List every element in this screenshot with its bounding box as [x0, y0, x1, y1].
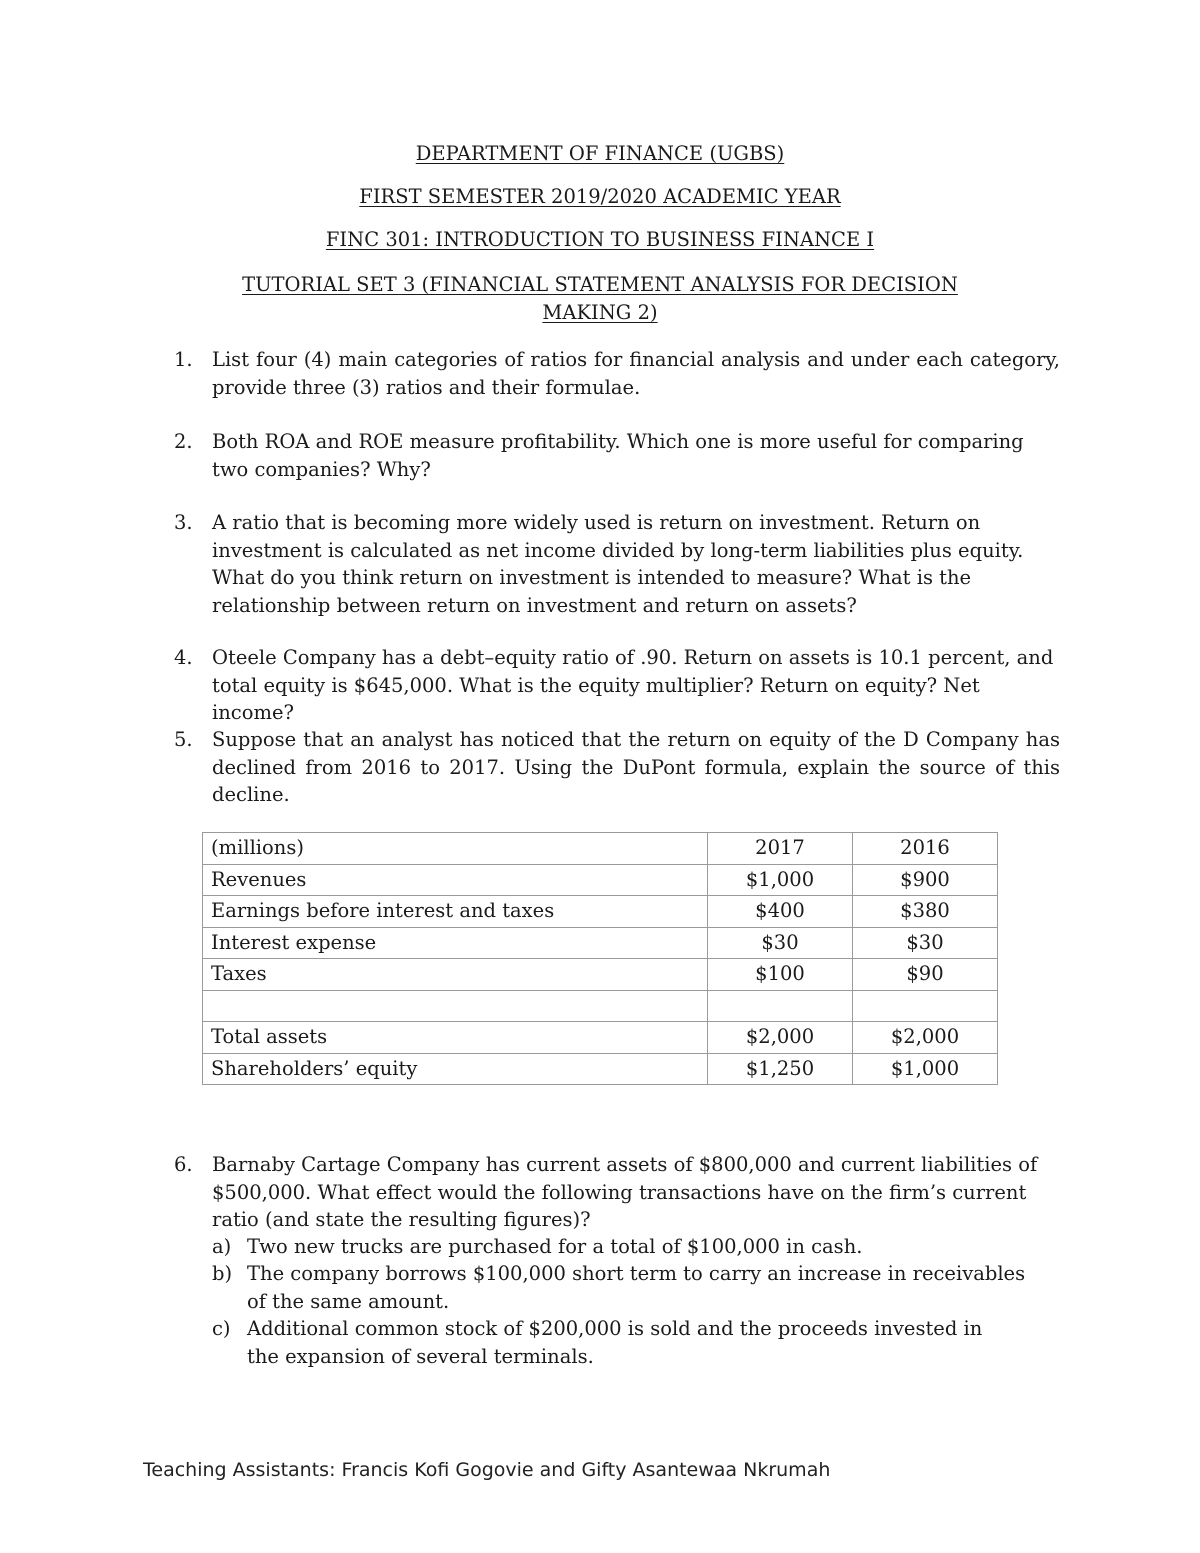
table-cell: $900 [853, 864, 998, 896]
table-cell: (millions) [203, 833, 708, 865]
question-number: 3. [174, 511, 193, 534]
table-cell [853, 990, 998, 1022]
question-number: 6. [174, 1153, 193, 1176]
table-row [203, 864, 998, 896]
table-row [203, 927, 998, 959]
department-heading: DEPARTMENT OF FINANCE (UGBS) [415, 142, 785, 165]
tutorial-heading-line2: MAKING 2) [542, 301, 658, 324]
table-cell: $1,250 [708, 1053, 853, 1085]
table-row [203, 1022, 998, 1054]
tutorial-heading [160, 271, 1040, 327]
table-cell: Earnings before interest and taxes [203, 896, 708, 928]
table-cell: Revenues [203, 864, 708, 896]
sub-item-text: Additional common stock of $200,000 is sold and the proceeds invested in the expansion of several terminals. [247, 1317, 983, 1368]
question-number: 4. [174, 646, 193, 669]
sub-item-letter: c) [212, 1317, 231, 1340]
question-text: Barnaby Cartage Company has current assets of $800,000 and current liabilities of $500,000. What effect would the following transactions have on the firm’s current ratio (and state the resulting figures)? [212, 1153, 1038, 1231]
table-cell: Interest expense [203, 927, 708, 959]
footer-teaching-assistants: Teaching Assistants: Francis Kofi Gogovie and Gifty Asantewaa Nkrumah [143, 1459, 831, 1481]
course-heading: FINC 301: INTRODUCTION TO BUSINESS FINANCE I [325, 228, 875, 251]
table-cell: $1,000 [708, 864, 853, 896]
table-cell [203, 990, 708, 1022]
table-cell: $2,000 [853, 1022, 998, 1054]
question-number: 5. [174, 728, 193, 751]
sub-item-letter: b) [212, 1262, 233, 1285]
sub-item-letter: a) [212, 1235, 232, 1258]
table-cell: $380 [853, 896, 998, 928]
question-text: List four (4) main categories of ratios for financial analysis and under each category, provide three (3) ratios and their formulae. [212, 348, 1060, 399]
question-number: 1. [174, 348, 193, 371]
question-text: A ratio that is becoming more widely used is return on investment. Return on investment is calculated as net income divided by long-term liabilities plus equity. What do you think return on investment is intended to measure? What is the relationship between return on investment and return on assets? [212, 511, 1024, 617]
table-cell: $100 [708, 959, 853, 991]
table-cell: Shareholders’ equity [203, 1053, 708, 1085]
sub-item-text: The company borrows $100,000 short term to carry an increase in receivables of the same amount. [247, 1262, 1026, 1313]
financial-data-table [202, 832, 998, 1085]
table-cell: $2,000 [708, 1022, 853, 1054]
table-cell: $30 [708, 927, 853, 959]
table-cell: 2017 [708, 833, 853, 865]
table-cell: $90 [853, 959, 998, 991]
sub-item-text: Two new trucks are purchased for a total of $100,000 in cash. [247, 1235, 863, 1258]
table-cell: 2016 [853, 833, 998, 865]
table-cell: $30 [853, 927, 998, 959]
question-text: Both ROA and ROE measure profitability. Which one is more useful for comparing two companies? Why? [212, 430, 1024, 481]
table-row [203, 990, 998, 1022]
table-row [203, 959, 998, 991]
question-text: Suppose that an analyst has noticed that the return on equity of the D Company has declined from 2016 to 2017. Using the DuPont formula, explain the source of this decline. [212, 728, 1060, 806]
table-cell [708, 990, 853, 1022]
table-cell: $1,000 [853, 1053, 998, 1085]
table-cell: Total assets [203, 1022, 708, 1054]
semester-heading: FIRST SEMESTER 2019/2020 ACADEMIC YEAR [359, 185, 841, 208]
tutorial-heading-line1: TUTORIAL SET 3 (FINANCIAL STATEMENT ANALYSIS FOR DECISION [242, 273, 958, 296]
table-header-row [203, 833, 998, 865]
table-row [203, 1053, 998, 1085]
table-row [203, 896, 998, 928]
table-cell: $400 [708, 896, 853, 928]
question-number: 2. [174, 430, 193, 453]
table-cell: Taxes [203, 959, 708, 991]
question-text: Oteele Company has a debt–equity ratio of .90. Return on assets is 10.1 percent, and total equity is $645,000. What is the equity multiplier? Return on equity? Net income? [212, 646, 1054, 724]
